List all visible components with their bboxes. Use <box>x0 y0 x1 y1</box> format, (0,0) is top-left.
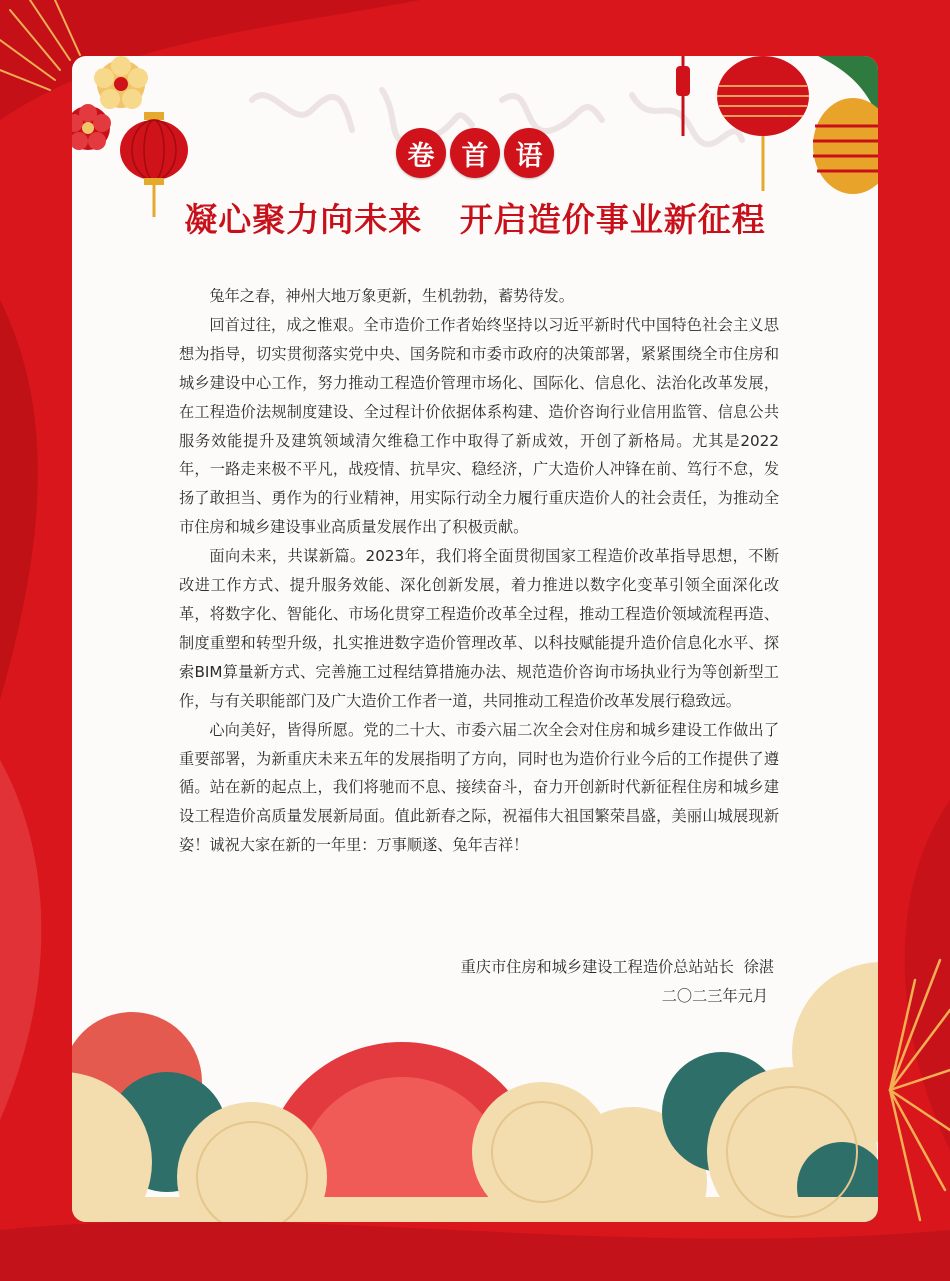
badge-character: 语 <box>504 128 554 178</box>
paragraph: 面向未来，共谋新篇。2023年，我们将全面贯彻国家工程造价改革指导思想，不断改进工作方式、提升服务效能、深化创新发展，着力推进以数字化变革引领全面深化改革，将数字化、智能化、市场化贯穿工程造价改革全过程，推动工程造价领域流程再造、制度重塑和转型升级，扎实推进数字造价管理改革、以科技赋能提升造价信息化水平、探索BIM算量新方式、完善施工过程结算措施办法、规范造价咨询市场执业行为等创新型工作，与有关职能部门及广大造价工作者一道，共同推动工程造价改革发展行稳致远。 <box>179 547 779 710</box>
paragraph: 心向美好，皆得所愿。党的二十大、市委六届二次全会对住房和城乡建设工作做出了重要部署，为新重庆未来五年的发展指明了方向，同时也为造价行业今后的工作提供了遵循。站在新的起点上，我们将驰而不息、接续奋斗，奋力开创新时代新征程住房和城乡建设工程造价高质量发展新局面。值此新春之际，祝福伟大祖国繁荣昌盛，美丽山城展现新姿！诚祝大家在新的一年里：万事顺遂、兔年吉祥！ <box>179 720 779 855</box>
author-line: 重庆市住房和城乡建设工程造价总站站长 徐湛 <box>460 958 774 976</box>
section-badge <box>391 126 559 180</box>
badge-character: 首 <box>450 128 500 178</box>
paragraph: 回首过往，成之惟艰。全市造价工作者始终坚持以习近平新时代中国特色社会主义思想为指导，切实贯彻落实党中央、国务院和市委市政府的决策部署，紧紧围绕全市住房和城乡建设中心工作，努力推动工程造价管理市场化、国际化、信息化、法治化改革发展，在工程造价法规制度建设、全过程计价依据体系构建、造价咨询行业信用监管、信息公共服务效能提升及建筑领域清欠维稳工作中取得了新成效，开创了新格局。尤其是2022年，一路走来极不平凡，战疫情、抗旱灾、稳经济，广大造价人冲锋在前、笃行不怠，发扬了敢担当、勇作为的行业精神，用实际行动全力履行重庆造价人的社会责任，为推动全市住房和城乡建设事业高质量发展作出了积极贡献。 <box>179 315 779 537</box>
paragraph: 兔年之春，神州大地万象更新，生机勃勃，蓄势待发。 <box>209 287 574 305</box>
badge-character: 卷 <box>396 128 446 178</box>
date-line: 二〇二三年元月 <box>661 987 768 1005</box>
article-title: 凝心聚力向未来 开启造价事业新征程 <box>184 200 766 239</box>
article-body <box>179 282 779 860</box>
cloud-decoration <box>72 962 878 1222</box>
document-page <box>72 56 878 1222</box>
